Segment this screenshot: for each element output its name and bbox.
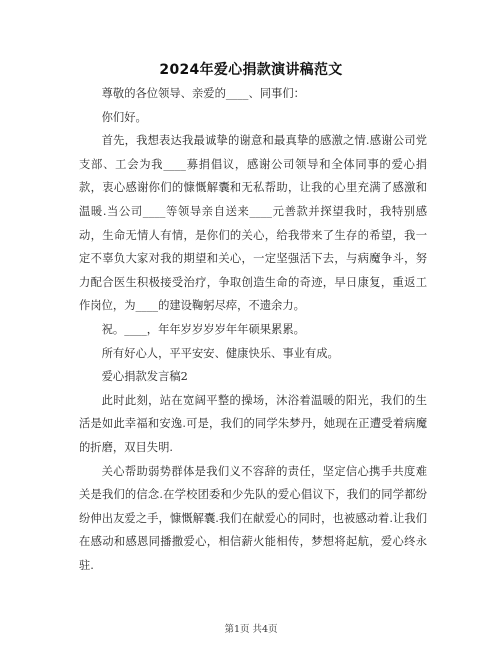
paragraph-thanks: 首先，我想表达我最诚挚的谢意和最真挚的感激之情.感谢公司党支部、工会为我____募捐倡议，感谢公司领导和全体同事的爱心捐款，衷心感谢你们的慷慨解囊和无私帮助，让我的心里充满了感激和温暖.当公司____等领导亲自送来____元善款并探望我时，我特别感动，生命无情人有情，是你们的关心，给我带来了生存的希望，我一定不辜负大家对我的期望和关心，一定坚强活下去，与病魔争斗，努力配合医生积极接受治疗，争取创造生命的奇迹，早日康复，重返工作岗位，为____的建设鞠躬尽瘁，不遗余力。 (79, 134, 427, 313)
paragraph-scene: 此时此刻，站在宽阔平整的操场，沐浴着温暖的阳光，我们的生活是如此幸福和安逸.可是，我们的同学朱梦丹，她现在正遭受着病魔的折磨，双目失明. (79, 393, 427, 454)
paragraph-salutation: 尊敬的各位领导、亲爱的____、同事们： (101, 87, 305, 100)
paragraph-call-to-action: 关心帮助弱势群体是我们义不容辞的责任，坚定信心携手共度难关是我们的信念.在学校团委和少先队的爱心倡议下，我们的同学都纷纷伸出友爱之手，慷慨解囊.我们在献爱心的同时，也被感动着.让我们在感动和感恩同播撒爱心，相信薪火能相传，梦想将起航，爱心终永驻. (79, 464, 427, 572)
section-heading: 爱心捐款发言稿2 (101, 370, 188, 384)
document-title: 2024年爱心捐款演讲稿范文 (159, 62, 343, 78)
document-body (79, 82, 427, 577)
page-footer: 第1页 共4页 (224, 624, 278, 635)
paragraph-greeting: 你们好。 (101, 110, 147, 124)
paragraph-blessing: 所有好心人，平平安安、健康快乐、事业有成。 (101, 346, 339, 360)
paragraph-wish: 祝。____，年年岁岁岁岁年年硕果累累。 (101, 322, 305, 336)
